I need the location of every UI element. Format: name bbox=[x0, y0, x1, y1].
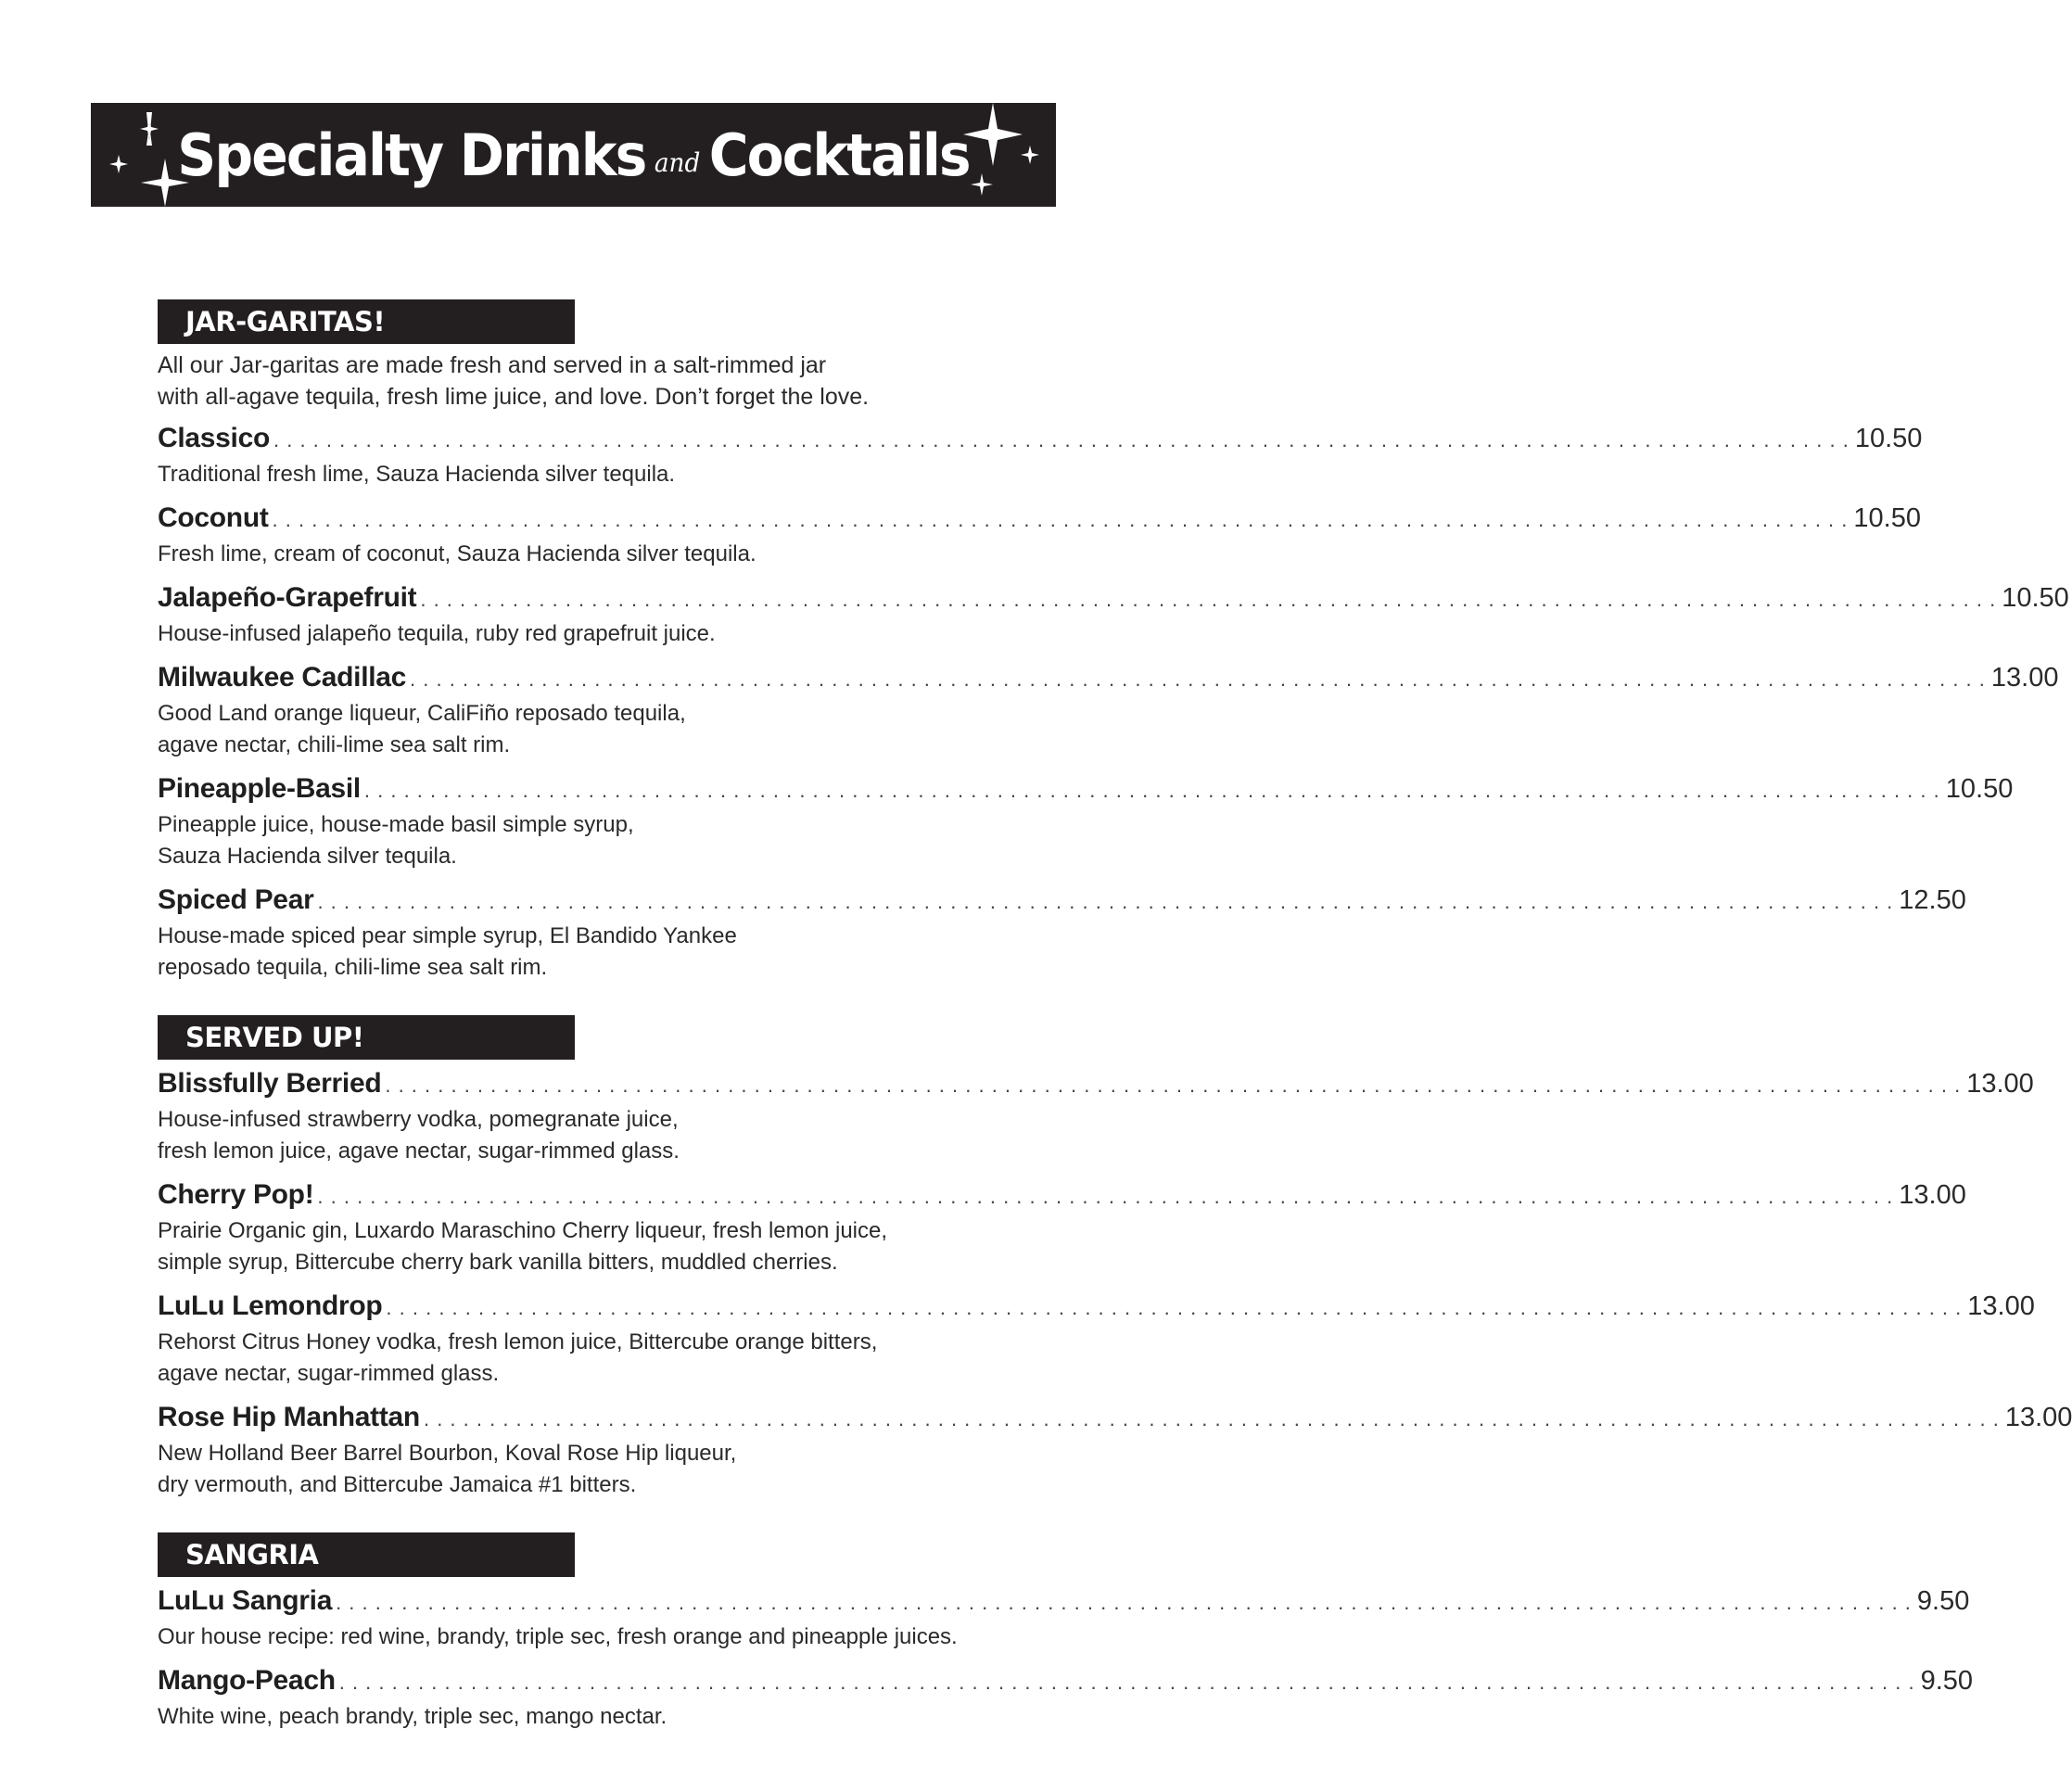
menu-item-description: House-infused strawberry vodka, pomegranate juice, bbox=[158, 1107, 679, 1132]
banner-title-part1: Specialty Drinks bbox=[177, 121, 646, 189]
menu-item-row bbox=[158, 500, 1921, 539]
sparkle-icon-group-right bbox=[947, 103, 1049, 207]
menu-item bbox=[158, 1065, 2034, 1167]
menu-item-price: 10.50 bbox=[1945, 774, 2014, 804]
dot-leader: . . . . . . . . . . . . . . . . . . . . . . . . . . . . . . . . . . . . . . . . . . . . . . . . . . . . . . . . . . . . . . . . . . . . . . . . . . . . . . . . . . . . . . . . . . . . . . . . . . . . . . . . . . . . . . . . . . . . . . . . bbox=[317, 890, 1894, 913]
menu-item-row bbox=[158, 1288, 2035, 1327]
menu-item-row bbox=[158, 579, 2069, 618]
menu-item-row bbox=[158, 1176, 1966, 1215]
menu-item-description: Good Land orange liqueur, CaliFiño reposado tequila, bbox=[158, 701, 686, 726]
menu-item-description: dry vermouth, and Bittercube Jamaica #1 bitters. bbox=[158, 1472, 637, 1497]
menu-item bbox=[158, 420, 1923, 490]
menu-item-description: House-made spiced pear simple syrup, El Bandido Yankee bbox=[158, 923, 737, 948]
menu-item-description: Sauza Hacienda silver tequila. bbox=[158, 844, 457, 869]
menu-item-description: fresh lemon juice, agave nectar, sugar-rimmed glass. bbox=[158, 1138, 680, 1163]
section-intro bbox=[158, 350, 992, 413]
section-header: SERVED UP! bbox=[158, 1015, 575, 1060]
menu-item-price: 13.00 bbox=[1967, 1291, 2035, 1321]
header-banner bbox=[91, 103, 1056, 207]
menu-item-name: Blissfully Berried bbox=[158, 1068, 382, 1099]
menu-item bbox=[158, 500, 1921, 570]
menu-item-description: Pineapple juice, house-made basil simple syrup, bbox=[158, 812, 634, 837]
dot-leader: . . . . . . . . . . . . . . . . . . . . . . . . . . . . . . . . . . . . . . . . . . . . . . . . . . . . . . . . . . . . . . . . . . . . . . . . . . . . . . . . . . . . . . . . . . . . . . . . . . . . . . . . . . . . . . . . . . . . . . . . bbox=[410, 668, 1986, 691]
dot-leader: . . . . . . . . . . . . . . . . . . . . . . . . . . . . . . . . . . . . . . . . . . . . . . . . . . . . . . . . . . . . . . . . . . . . . . . . . . . . . . . . . . . . . . . . . . . . . . . . . . . . . . . . . . . . . . . . . . . . . . . . bbox=[338, 1671, 1915, 1694]
menu-item-price: 13.00 bbox=[1966, 1069, 2034, 1099]
menu-item-price: 13.00 bbox=[1990, 663, 2059, 693]
menu-item-price: 13.00 bbox=[2004, 1403, 2072, 1432]
menu-item-price: 9.50 bbox=[1920, 1666, 1974, 1696]
menu-item-row bbox=[158, 1399, 2072, 1438]
dot-leader: . . . . . . . . . . . . . . . . . . . . . . . . . . . . . . . . . . . . . . . . . . . . . . . . . . . . . . . . . . . . . . . . . . . . . . . . . . . . . . . . . . . . . . . . . . . . . . . . . . . . . . . . . . . . . . . . . . . . . . . . bbox=[336, 1591, 1912, 1614]
menu-item-description: reposado tequila, chili-lime sea salt rim. bbox=[158, 955, 548, 980]
menu-item bbox=[158, 659, 2059, 761]
dot-leader: . . . . . . . . . . . . . . . . . . . . . . . . . . . . . . . . . . . . . . . . . . . . . . . . . . . . . . . . . . . . . . . . . . . . . . . . . . . . . . . . . . . . . . . . . . . . . . . . . . . . . . . . . . . . . . . . . . . . . . . . bbox=[386, 1296, 1963, 1319]
menu-item-row bbox=[158, 770, 2014, 809]
menu-item bbox=[158, 1662, 1974, 1733]
menu-item-name: LuLu Lemondrop bbox=[158, 1290, 383, 1321]
menu-item-description: Rehorst Citrus Honey vodka, fresh lemon juice, Bittercube orange bitters, bbox=[158, 1329, 878, 1354]
menu-item bbox=[158, 579, 2069, 650]
menu-item-description: agave nectar, chili-lime sea salt rim. bbox=[158, 732, 511, 757]
menu-item-row bbox=[158, 1583, 1970, 1621]
menu-item bbox=[158, 1176, 1966, 1278]
menu-item-row bbox=[158, 882, 1966, 921]
menu-item-row bbox=[158, 1662, 1974, 1701]
menu-item-name: Spiced Pear bbox=[158, 884, 314, 915]
dot-leader: . . . . . . . . . . . . . . . . . . . . . . . . . . . . . . . . . . . . . . . . . . . . . . . . . . . . . . . . . . . . . . . . . . . . . . . . . . . . . . . . . . . . . . . . . . . . . . . . . . . . . . . . . . . . . . . . . . . . . . . . bbox=[363, 779, 1940, 802]
menu-item-description: Traditional fresh lime, Sauza Hacienda silver tequila. bbox=[158, 462, 676, 487]
menu-item-description: simple syrup, Bittercube cherry bark vanilla bitters, muddled cherries. bbox=[158, 1250, 838, 1275]
menu-item-name: Rose Hip Manhattan bbox=[158, 1402, 420, 1432]
menu-item-description: House-infused jalapeño tequila, ruby red grapefruit juice. bbox=[158, 621, 716, 646]
banner-title-part2: Cocktails bbox=[708, 121, 970, 189]
dot-leader: . . . . . . . . . . . . . . . . . . . . . . . . . . . . . . . . . . . . . . . . . . . . . . . . . . . . . . . . . . . . . . . . . . . . . . . . . . . . . . . . . . . . . . . . . . . . . . . . . . . . . . . . . . . . . . . . . . . . . . . . bbox=[272, 508, 1849, 531]
menu-item-description: Fresh lime, cream of coconut, Sauza Hacienda silver tequila. bbox=[158, 541, 756, 566]
dot-leader: . . . . . . . . . . . . . . . . . . . . . . . . . . . . . . . . . . . . . . . . . . . . . . . . . . . . . . . . . . . . . . . . . . . . . . . . . . . . . . . . . . . . . . . . . . . . . . . . . . . . . . . . . . . . . . . . . . . . . . . . bbox=[385, 1074, 1962, 1097]
menu-item-name: Mango-Peach bbox=[158, 1665, 336, 1696]
menu-content bbox=[158, 299, 2072, 1764]
banner-title bbox=[177, 121, 969, 189]
menu-item-description: White wine, peach brandy, triple sec, mango nectar. bbox=[158, 1704, 667, 1729]
menu-item bbox=[158, 1399, 2072, 1501]
menu-item-description: New Holland Beer Barrel Bourbon, Koval Rose Hip liqueur, bbox=[158, 1441, 737, 1466]
menu-item-name: Coconut bbox=[158, 502, 269, 533]
menu-item-price: 10.50 bbox=[1854, 424, 1923, 453]
menu-item bbox=[158, 1583, 1970, 1653]
menu-item-price: 10.50 bbox=[2002, 583, 2069, 613]
menu-item-row bbox=[158, 420, 1923, 459]
dot-leader: . . . . . . . . . . . . . . . . . . . . . . . . . . . . . . . . . . . . . . . . . . . . . . . . . . . . . . . . . . . . . . . . . . . . . . . . . . . . . . . . . . . . . . . . . . . . . . . . . . . . . . . . . . . . . . . . . . . . . . . . bbox=[317, 1185, 1894, 1208]
menu-item-name: Milwaukee Cadillac bbox=[158, 662, 407, 693]
menu-item-row bbox=[158, 659, 2059, 698]
menu-item-name: Cherry Pop! bbox=[158, 1179, 314, 1210]
menu-item-price: 9.50 bbox=[1916, 1586, 1970, 1616]
menu-item-name: Jalapeño-Grapefruit bbox=[158, 582, 417, 613]
menu-item-row bbox=[158, 1065, 2034, 1104]
section-intro-line: All our Jar-garitas are made fresh and served in a salt-rimmed jar bbox=[158, 352, 827, 378]
menu-item bbox=[158, 882, 1966, 984]
menu-item-name: LuLu Sangria bbox=[158, 1585, 333, 1616]
section-header: JAR-GARITAS! bbox=[158, 299, 575, 344]
menu-item bbox=[158, 770, 2014, 872]
dot-leader: . . . . . . . . . . . . . . . . . . . . . . . . . . . . . . . . . . . . . . . . . . . . . . . . . . . . . . . . . . . . . . . . . . . . . . . . . . . . . . . . . . . . . . . . . . . . . . . . . . . . . . . . . . . . . . . . . . . . . . . . bbox=[423, 1407, 2000, 1430]
menu-item-name: Classico bbox=[158, 423, 270, 453]
menu-item-price: 13.00 bbox=[1899, 1180, 1966, 1210]
banner-title-and: and bbox=[654, 146, 701, 178]
menu-item-description: agave nectar, sugar-rimmed glass. bbox=[158, 1361, 500, 1386]
dot-leader: . . . . . . . . . . . . . . . . . . . . . . . . . . . . . . . . . . . . . . . . . . . . . . . . . . . . . . . . . . . . . . . . . . . . . . . . . . . . . . . . . . . . . . . . . . . . . . . . . . . . . . . . . . . . . . . . . . . . . . . . bbox=[273, 428, 1850, 451]
menu-section bbox=[158, 1015, 2072, 1501]
menu-item-description: Our house recipe: red wine, brandy, triple sec, fresh orange and pineapple juices. bbox=[158, 1624, 958, 1649]
section-intro-line: with all-agave tequila, fresh lime juice, and love. Don’t forget the love. bbox=[158, 384, 870, 410]
menu-item-description: Prairie Organic gin, Luxardo Maraschino Cherry liqueur, fresh lemon juice, bbox=[158, 1218, 888, 1243]
menu-item bbox=[158, 1288, 2035, 1390]
menu-section bbox=[158, 299, 2069, 984]
section-header: SANGRIA bbox=[158, 1532, 575, 1577]
menu-section bbox=[158, 1532, 1974, 1733]
menu-item-price: 10.50 bbox=[1853, 503, 1921, 533]
menu-item-price: 12.50 bbox=[1899, 885, 1966, 915]
menu-item-name: Pineapple-Basil bbox=[158, 773, 361, 804]
dot-leader: . . . . . . . . . . . . . . . . . . . . . . . . . . . . . . . . . . . . . . . . . . . . . . . . . . . . . . . . . . . . . . . . . . . . . . . . . . . . . . . . . . . . . . . . . . . . . . . . . . . . . . . . . . . . . . . . . . . . . . . . bbox=[420, 588, 1997, 611]
